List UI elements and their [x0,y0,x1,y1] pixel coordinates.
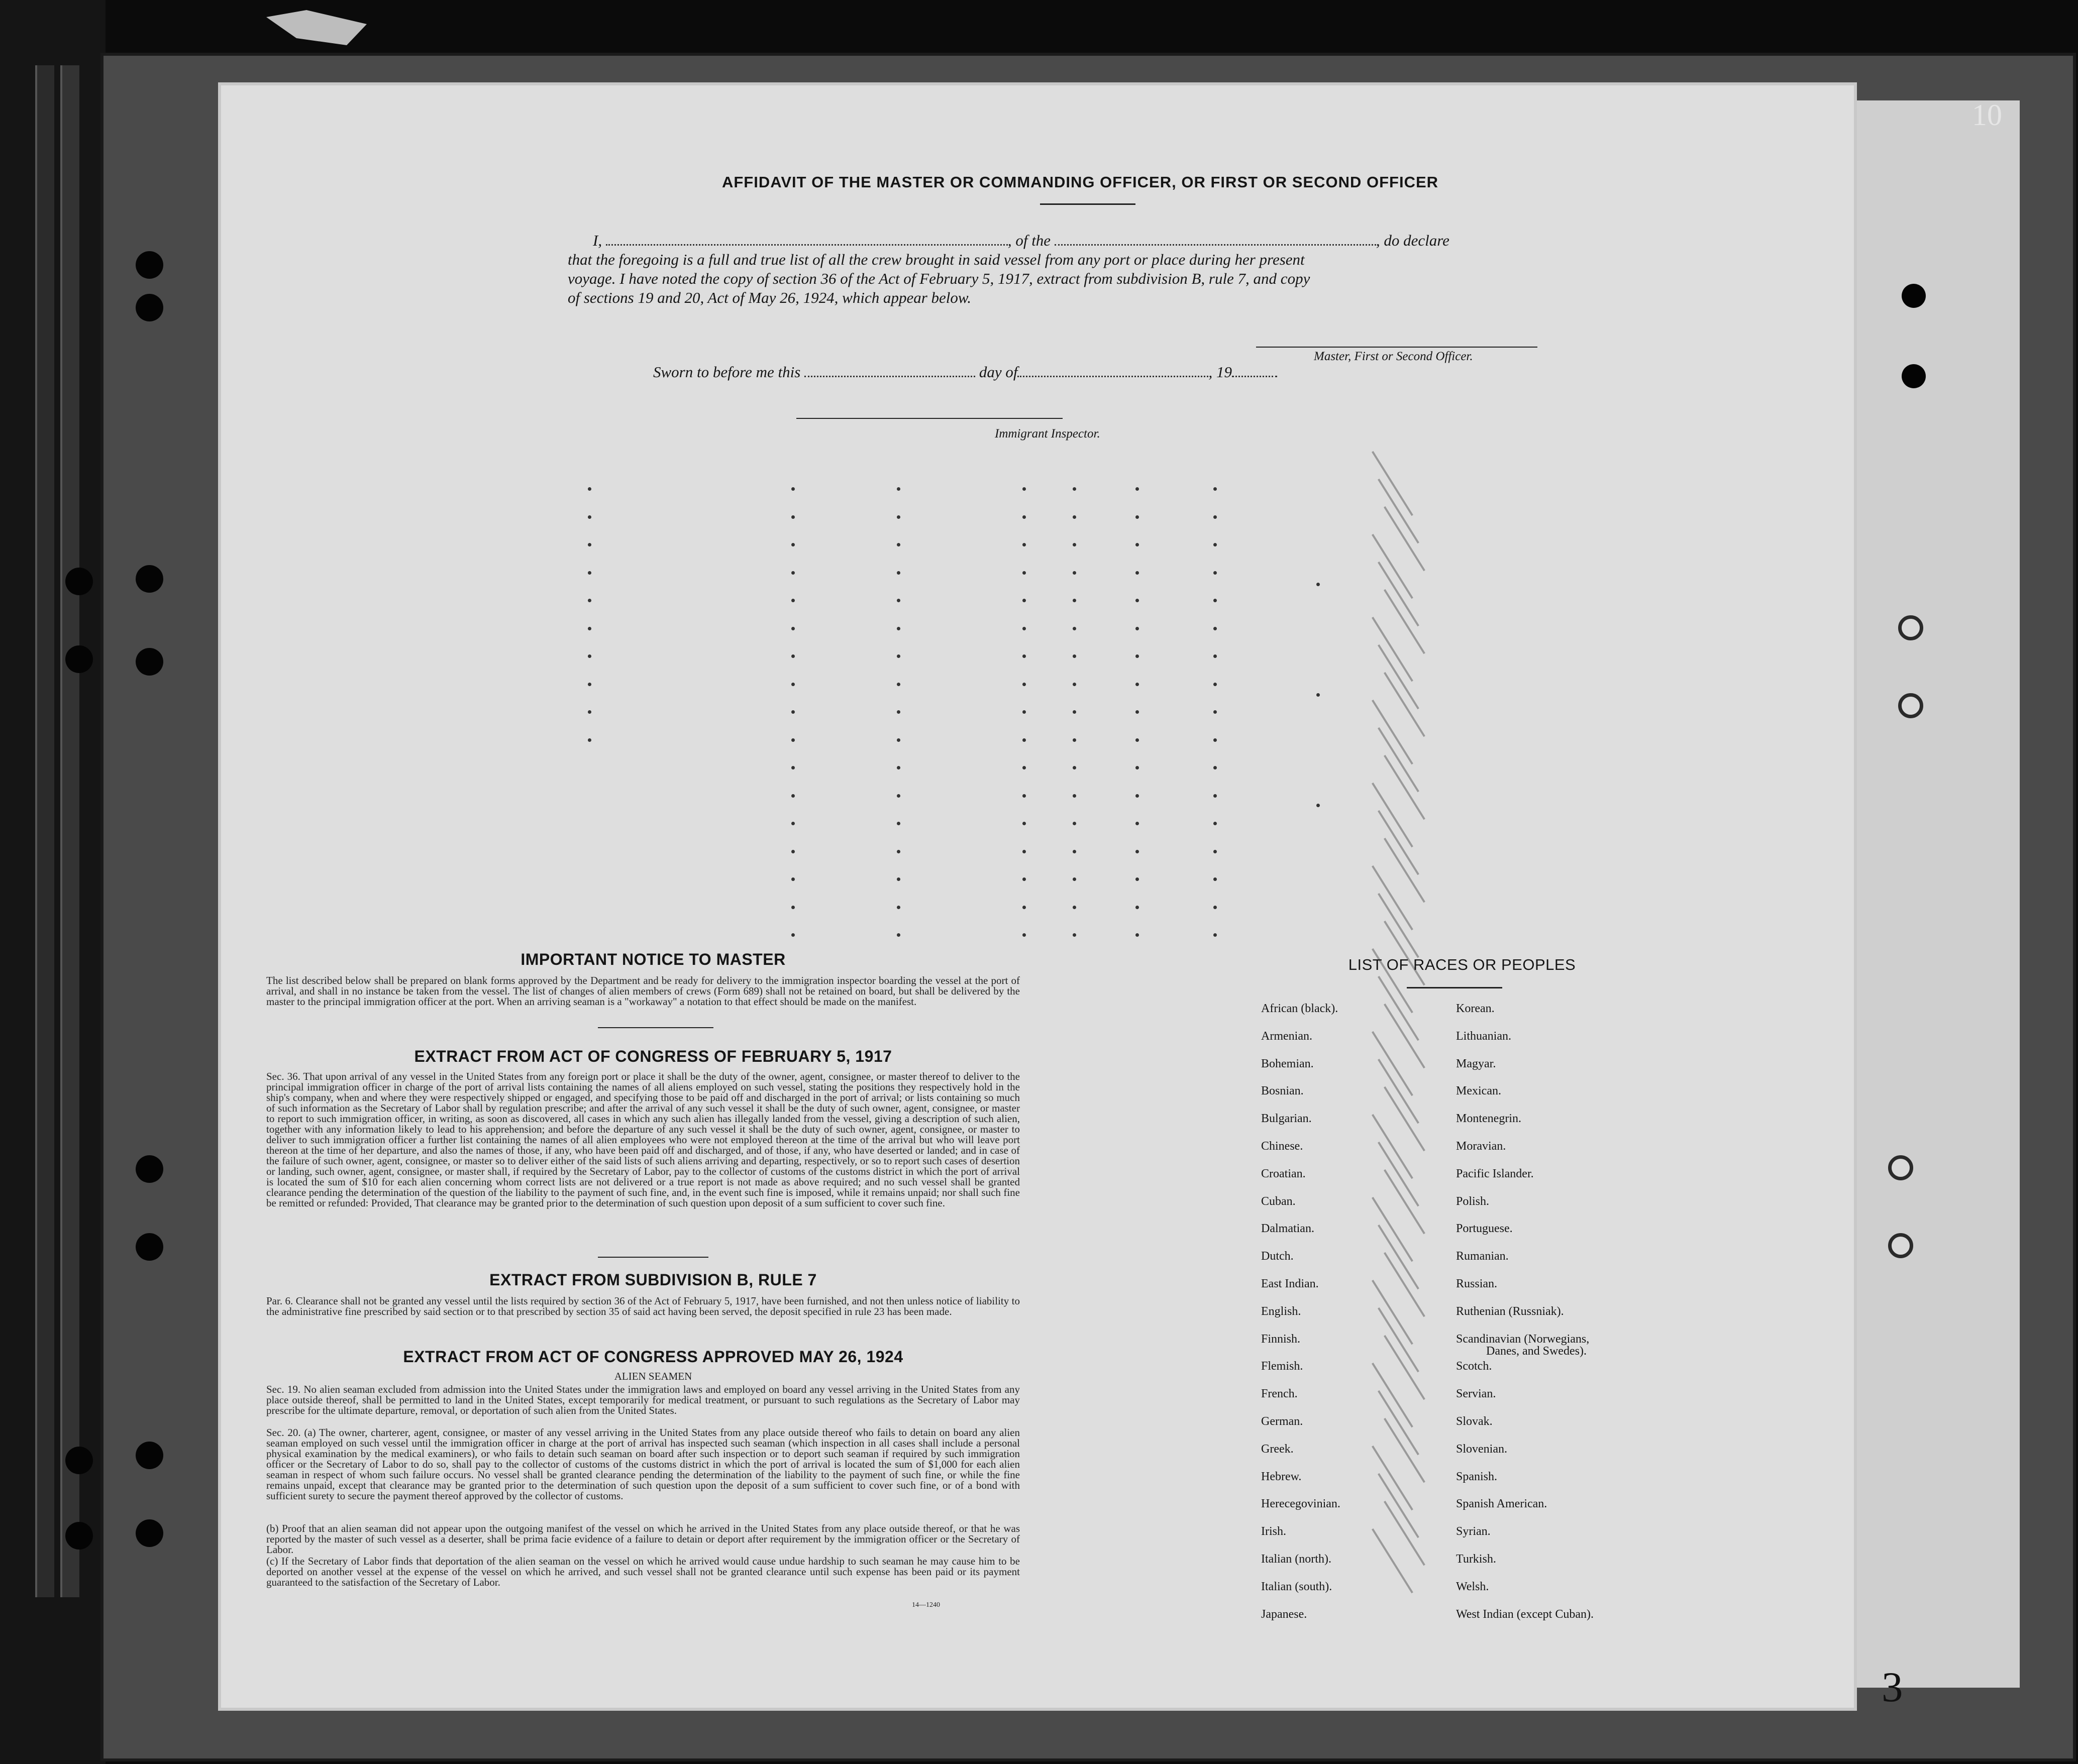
race-item: English. [1261,1304,1301,1318]
race-item: Rumanian. [1456,1250,1509,1263]
row-dot [791,766,795,769]
punch-hole [136,648,163,676]
row-dot [791,877,795,881]
row-dot [1073,571,1076,575]
row-dot [791,933,795,937]
row-dot [791,850,795,853]
race-item: Irish. [1261,1525,1286,1538]
extract-1924-heading: EXTRACT FROM ACT OF CONGRESS APPROVED MAY 26, 1924 [403,1348,903,1366]
punch-hole [65,645,93,673]
affidavit-declare: , do declare [1376,232,1449,249]
race-item: Polish. [1456,1194,1490,1208]
punch-hole [1902,284,1926,308]
row-dot [1135,487,1139,491]
row-dot [1213,571,1217,575]
row-dot [897,571,900,575]
row-dot [897,933,900,937]
row-dot [897,710,900,714]
row-dot [1213,850,1217,853]
row-dot [588,683,591,686]
signature-caption: Master, First or Second Officer. [1314,350,1473,363]
row-dot [1135,515,1139,519]
race-item: Herecegovinian. [1261,1497,1340,1511]
row-dot [1022,627,1026,630]
race-item: French. [1261,1387,1298,1401]
notice-text: The list described below shall be prepared on blank forms approved by the Department and be ready for delivery to the immigration inspector boarding the vessel at the port of arrival, and shall in no instance be taken from the vessel. The list of changes of alien members of crews (Form 689) shall not be retained on board, but shall be delivered by the master to the principal immigration officer at the port. When an arriving seaman is a "workaway" a notation to that effect should be made on the manifest. [266,974,1020,1008]
extract-rule7-heading: EXTRACT FROM SUBDIVISION B, RULE 7 [489,1271,817,1289]
row-dot [1213,877,1217,881]
sworn-year-label: , 19 [1208,363,1232,381]
row-dot [1213,794,1217,798]
row-dot [1022,599,1026,602]
row-dot [897,654,900,658]
vessel-blank[interactable] [1055,244,1376,246]
row-dot [1073,822,1076,825]
binding-spine [60,65,79,1597]
row-dot [897,599,900,602]
row-dot [1135,683,1139,686]
row-dot [1073,738,1076,742]
notice-heading: IMPORTANT NOTICE TO MASTER [521,950,786,968]
row-dot [588,515,591,519]
row-dot [1073,933,1076,937]
row-dot [1213,766,1217,769]
sworn-line [653,363,1357,382]
row-dot [588,710,591,714]
row-dot [1022,543,1026,546]
row-dot [1213,933,1217,937]
row-dot [1022,571,1026,575]
row-dot [1213,487,1217,491]
row-dot [897,906,900,909]
divider [1407,987,1502,988]
row-dot [897,487,900,491]
race-item: Greek. [1261,1442,1294,1456]
row-dot [1073,487,1076,491]
row-dot [791,654,795,658]
race-item: African (black). [1261,1002,1338,1015]
row-dot [1022,683,1026,686]
punch-hole [136,1155,163,1183]
row-dot [1073,766,1076,769]
row-dot [897,850,900,853]
race-item: Flemish. [1261,1360,1303,1373]
row-dot [1135,933,1139,937]
row-dot [1073,515,1076,519]
divider [598,1257,708,1258]
sworn-month-blank[interactable] [1017,376,1208,377]
row-dot [588,599,591,602]
row-dot [1022,515,1026,519]
row-dot [1135,794,1139,798]
race-item: Dalmatian. [1261,1222,1314,1236]
race-item: Scandinavian (Norwegians, [1456,1332,1590,1346]
row-dot [1213,822,1217,825]
row-dot [1022,794,1026,798]
race-item: Bosnian. [1261,1084,1304,1098]
row-dot [791,822,795,825]
row-dot [1073,710,1076,714]
sec-20b-text: (b) Proof that an alien seaman did not appear upon the outgoing manifest of the vessel on which he arrived in the United States from any place outside thereof, or that he was reported by the master of such vessel as a deserter, shall be prima facie evidence of a failure to detain or deport after requirement by the immigration officer or the Secretary of Labor. [266,1522,1020,1556]
row-dot [1213,599,1217,602]
punch-hole [136,294,163,321]
race-item: Chinese. [1261,1140,1303,1153]
row-dot [588,654,591,658]
row-dot [1022,487,1026,491]
extract-1917-heading: EXTRACT FROM ACT OF CONGRESS OF FEBRUARY 5, 1917 [414,1047,892,1065]
sworn-year-blank[interactable] [1232,376,1277,377]
row-dot [1073,654,1076,658]
row-dot [1022,850,1026,853]
row-dot [1073,906,1076,909]
reinforced-hole [1888,1233,1913,1258]
punch-hole [136,251,163,279]
row-dot [588,571,591,575]
row-dot [1022,738,1026,742]
row-dot [1073,794,1076,798]
race-item: Italian (north). [1261,1553,1331,1566]
row-dot [1022,654,1026,658]
row-dot [1213,543,1217,546]
reinforced-hole [1898,693,1923,718]
race-item-continuation: Danes, and Swedes). [1486,1344,1587,1358]
row-dot [1073,543,1076,546]
row-dot [791,627,795,630]
row-dot [1135,599,1139,602]
row-dot [1073,627,1076,630]
binding-spine [35,65,54,1597]
row-dot [1073,850,1076,853]
row-dot [588,487,591,491]
race-item: Finnish. [1261,1332,1301,1346]
race-item: Mexican. [1456,1084,1501,1098]
race-item: Pacific Islander. [1456,1167,1534,1180]
row-dot [791,738,795,742]
row-dot [1022,766,1026,769]
affidavit-i: I, [593,232,602,249]
affidavit-line-4: of sections 19 and 20, Act of May 26, 1924, which appear below. [568,289,972,306]
race-item: Servian. [1456,1387,1496,1401]
affidavit-line-1 [593,231,1578,250]
race-item: Moravian. [1456,1140,1506,1153]
row-dot [1022,877,1026,881]
row-dot [791,543,795,546]
race-item: Spanish. [1456,1470,1498,1483]
race-item: Italian (south). [1261,1580,1332,1593]
row-dot [1316,693,1320,697]
row-dot [1135,571,1139,575]
row-dot [1135,822,1139,825]
row-dot [791,487,795,491]
punch-hole [136,1519,163,1547]
row-dot [897,822,900,825]
row-dot [897,766,900,769]
race-item: West Indian (except Cuban). [1456,1607,1594,1621]
bottom-page-number: 3 [1882,1664,1903,1711]
row-dot [791,710,795,714]
underlying-page [1854,100,2020,1688]
row-dot [1213,906,1217,909]
row-dot [1135,627,1139,630]
row-dot [1316,583,1320,586]
row-dot [1213,710,1217,714]
sec-20a-text: Sec. 20. (a) The owner, charterer, agent, consignee, or master of any vessel arriving in the United States from any place outside thereof who fails to detain on board any alien seaman employed on such vessel until the immigration officer in charge at the port of arrival has inspected such seaman (which inspection in all cases shall include a personal physical examination by the medical examiners), or who fails to detain such seaman on board after such inspection or to deport such seaman if required by such immigration officer or the Secretary of Labor to do so, shall pay to the collector of customs of the customs district in which the port of arrival is located the sum of $1,000 for each alien seaman in respect of whom such failure occurs. No vessel shall be granted clearance pending the determination of the liability to the payment of such fine, or while the fine remains unpaid, except that clearance may be granted prior to the determination of such question upon the deposit of a sum sufficient to cover such fine, or of a bond with sufficient surety to secure the payment thereof approved by the collector of customs. [266,1426,1020,1502]
corner-page-number: 10 [1972,98,2002,132]
races-heading: LIST OF RACES OR PEOPLES [1348,956,1576,973]
row-dot [1135,654,1139,658]
reinforced-hole [1888,1155,1913,1180]
inspector-caption: Immigrant Inspector. [995,427,1100,440]
divider [598,1027,713,1028]
race-item: Lithuanian. [1456,1029,1511,1043]
row-dot [1073,683,1076,686]
row-dot [1213,627,1217,630]
row-dot [1073,599,1076,602]
race-item: Armenian. [1261,1029,1312,1043]
row-dot [588,738,591,742]
row-dot [1213,515,1217,519]
row-dot [1135,766,1139,769]
race-item: Syrian. [1456,1525,1491,1538]
row-dot [791,906,795,909]
punch-hole [65,1522,93,1550]
sworn-day-label: day of [979,363,1018,381]
race-item: German. [1261,1415,1303,1428]
name-blank[interactable] [606,244,1008,246]
race-item: Montenegrin. [1456,1112,1521,1126]
punch-hole [136,1442,163,1469]
race-item: Cuban. [1261,1194,1296,1208]
reinforced-hole [1898,615,1923,640]
row-dot [1135,850,1139,853]
row-dot [588,627,591,630]
race-item: Portuguese. [1456,1222,1513,1236]
row-dot [1135,877,1139,881]
race-item: Hebrew. [1261,1470,1302,1483]
row-dot [588,543,591,546]
race-item: Bohemian. [1261,1057,1314,1070]
race-item: Russian. [1456,1277,1498,1290]
row-dot [791,571,795,575]
race-item: Ruthenian (Russniak). [1456,1304,1564,1318]
race-item: Magyar. [1456,1057,1496,1070]
race-item: Spanish American. [1456,1497,1547,1511]
row-dot [1022,710,1026,714]
affidavit-line-2: that the foregoing is a full and true list of all the crew brought in said vessel from any port or place during her present [568,251,1305,268]
extract-1917-text: Sec. 36. That upon arrival of any vessel in the United States from any foreign port or place it shall be the duty of the owner, agent, consignee, or master thereof to deliver to the principal immigration officer in charge of the port of arrival lists containing the names of all aliens employed on such vessel, stating the positions they respectively hold in the ship's company, when and where they were respectively shipped or engaged, and specifying those to be paid off and discharged in the port of arrival; or lists containing so much of such information as the Secretary of Labor shall by regulation prescribe; and after the arrival of any such vessel it shall be the duty of such owner, agent, consignee, or master to report to such immigration officer, in writing, as soon as discovered, all cases in which any such alien has illegally landed from the vessel, giving a description of such alien, together with any information likely to lead to his apprehension; and before the departure of any such vessel it shall be the duty of such owner, agent, consignee, or master to deliver to such immigration officer a further list containing the names of all alien employees who were not employed thereon at the time of the arrival but who will leave port thereon at the time of her departure, and also the names of those, if any, who have been paid off and discharged, and of those, if any, who have deserted or landed; and in case of the failure of such owner, agent, consignee, or master so to deliver either of the said lists of such aliens arriving and departing, respectively, or so to report such cases of desertion or landing, such owner, agent, consignee, or master shall, if required by the Secretary of Labor, pay to the collector of customs of the customs district in which the port of arrival is located the sum of $10 for each alien concerning whom correct lists are not delivered or a true report is not made as above required; and no such vessel shall be granted clearance pending the determination of the question of the liability to the payment of such fine, and, in the event such fine is imposed, while it remains unpaid; nor shall such fine be remitted or refunded: Provided, That clearance may be granted prior to the determination of such question upon deposit of a sum sufficient to cover such fine. [266,1070,1020,1209]
extract-rule7-text: Par. 6. Clearance shall not be granted any vessel until the lists required by section 36 of the Act of February 5, 1917, have been furnished, and not then unless notice of liability to the administrative fine prescribed by said section or to that prescribed by section 35 of said act having been served, the deposit specified in rule 23 has been made. [266,1295,1020,1317]
punch-hole [65,568,93,595]
signature-line[interactable] [1256,347,1537,348]
row-dot [791,599,795,602]
divider [1040,203,1135,205]
row-dot [1135,710,1139,714]
row-dot [897,543,900,546]
affidavit-line-3: voyage. I have noted the copy of section 36 of the Act of February 5, 1917, extract from subdivision B, rule 7, and copy [568,270,1310,287]
row-dot [1135,906,1139,909]
row-dot [897,738,900,742]
row-dot [1213,738,1217,742]
row-dot [791,794,795,798]
row-dot [1073,877,1076,881]
row-dot [897,627,900,630]
row-dot [1022,933,1026,937]
sworn-day-blank[interactable] [804,376,975,377]
punch-hole [1902,364,1926,388]
inspector-signature-line[interactable] [796,418,1063,419]
sworn-text: Sworn to before me this [653,363,801,381]
race-item: Japanese. [1261,1607,1307,1621]
torn-paper-corner [266,10,367,45]
race-item: Welsh. [1456,1580,1489,1593]
row-dot [1213,654,1217,658]
race-item: Bulgarian. [1261,1112,1312,1126]
row-dot [791,515,795,519]
punch-hole [65,1447,93,1474]
row-dot [1022,822,1026,825]
row-dot [1022,906,1026,909]
race-item: Slovenian. [1456,1442,1507,1456]
row-dot [897,515,900,519]
affidavit-of: , of the [1007,232,1051,249]
race-item: Turkish. [1456,1553,1496,1566]
row-dot [1213,683,1217,686]
row-dot [1316,804,1320,807]
punch-hole [136,565,163,593]
sec-20c-text: (c) If the Secretary of Labor finds that deportation of the alien seaman on the vessel on which he arrived would cause undue hardship to such seaman he may cause him to be deported on another vessel at the expense of the vessel on which he arrived, and such vessel shall not be granted clearance until such expense has been paid or its payment guaranteed to the satisfaction of the Secretary of Labor. [266,1555,1020,1588]
row-dot [1135,738,1139,742]
affidavit-title: AFFIDAVIT OF THE MASTER OR COMMANDING OFFICER, OR FIRST OR SECOND OFFICER [721,173,1439,191]
row-dot [897,877,900,881]
race-item: Croatian. [1261,1167,1306,1180]
row-dot [791,683,795,686]
row-dot [1135,543,1139,546]
extract-1924-subheading: ALIEN SEAMEN [614,1370,692,1382]
race-item: East Indian. [1261,1277,1319,1290]
punch-hole [136,1233,163,1261]
sec-19-text: Sec. 19. No alien seaman excluded from admission into the United States under the immigration laws and employed on board any vessel arriving in the United States from any place outside thereof, shall be permitted to land in the United States, except temporarily for medical treatment, or pursuant to such regulations as the Secretary of Labor may prescribe for the ultimate departure, removal, or deportation of such alien from the United States. [266,1383,1020,1416]
race-item: Slovak. [1456,1415,1493,1428]
race-item: Korean. [1456,1002,1495,1015]
row-dot [897,683,900,686]
form-number: 14—1240 [912,1601,940,1609]
row-dot [897,794,900,798]
race-item: Dutch. [1261,1250,1294,1263]
race-item: Scotch. [1456,1360,1492,1373]
